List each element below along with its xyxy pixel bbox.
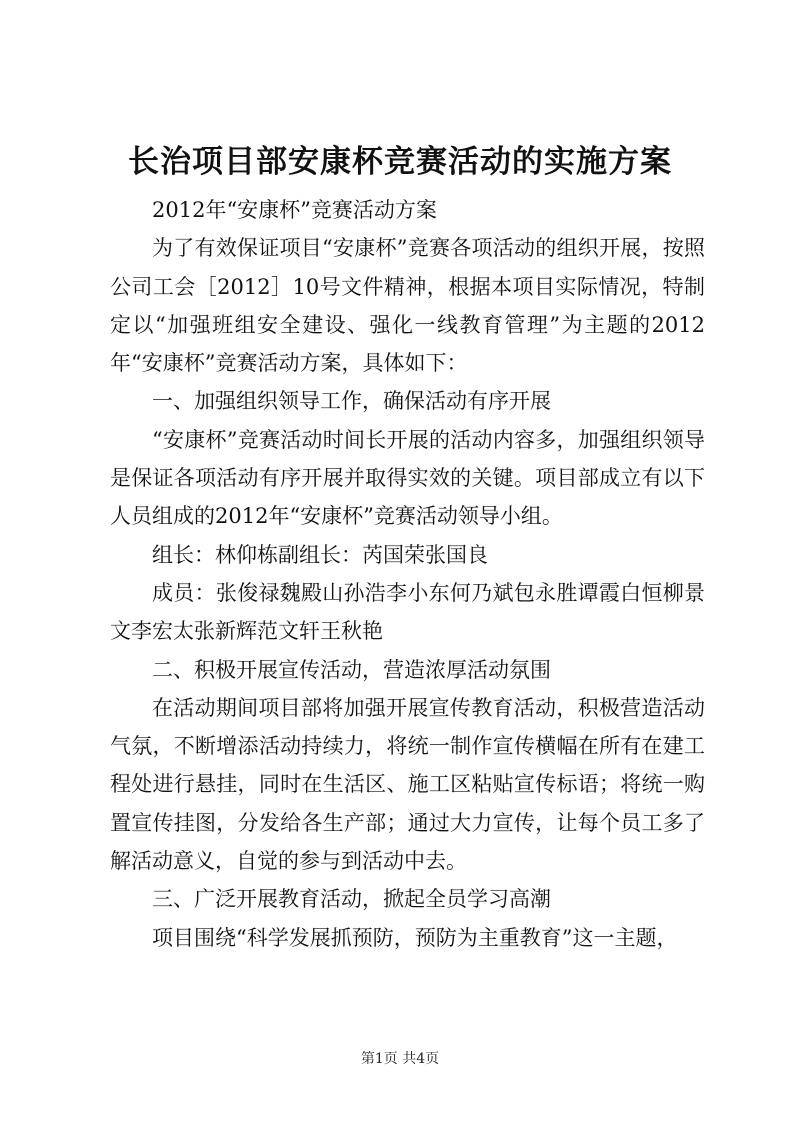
paragraph: 在活动期间项目部将加强开展宣传教育活动，积极营造活动气氛，不断增添活动持续力，将统一制作宣传横幅在所有在建工程处进行悬挂，同时在生活区、施工区粘贴宣传标语；将统一购置宣传挂图，分发给各生产部；通过大力宣传，让每个员工多了解活动意义，自觉的参与到活动中去。	[110, 695, 705, 874]
paragraph: 为了有效保证项目“安康杯”竞赛各项活动的组织开展，按照公司工会［2012］10号文件精神，根据本项目实际情况，特制定以“加强班组安全建设、强化一线教育管理”为主题的2012年“安康杯”竞赛活动方案，具体如下：	[110, 236, 705, 376]
document-body	[110, 191, 705, 957]
document-title: 长治项目部安康杯竞赛活动的实施方案	[128, 144, 672, 180]
paragraph: 项目围绕“科学发展抓预防，预防为主重教育”这一主题，	[152, 925, 678, 950]
paragraph: “安康杯”竞赛活动时间长开展的活动内容多，加强组织领导是保证各项活动有序开展并取得实效的关键。项目部成立有以下人员组成的2012年“安康杯”竞赛活动领导小组。	[110, 427, 705, 529]
paragraph: 组长：林仰栋副组长：芮国荣张国良	[152, 542, 488, 567]
section-heading: 一、加强组织领导工作，确保活动有序开展	[152, 389, 551, 414]
paragraph: 成员：张俊禄魏殿山孙浩李小东何乃斌包永胜谭霞白恒柳景文李宏太张新辉范文轩王秋艳	[110, 580, 705, 644]
paragraph: 2012年“安康杯”竞赛活动方案	[152, 198, 437, 222]
section-heading: 三、广泛开展教育活动，掀起全员学习高潮	[152, 887, 551, 912]
page-number-footer: 第1页 共4页	[360, 1051, 440, 1067]
section-heading: 二、积极开展宣传活动，营造浓厚活动氛围	[152, 657, 551, 682]
